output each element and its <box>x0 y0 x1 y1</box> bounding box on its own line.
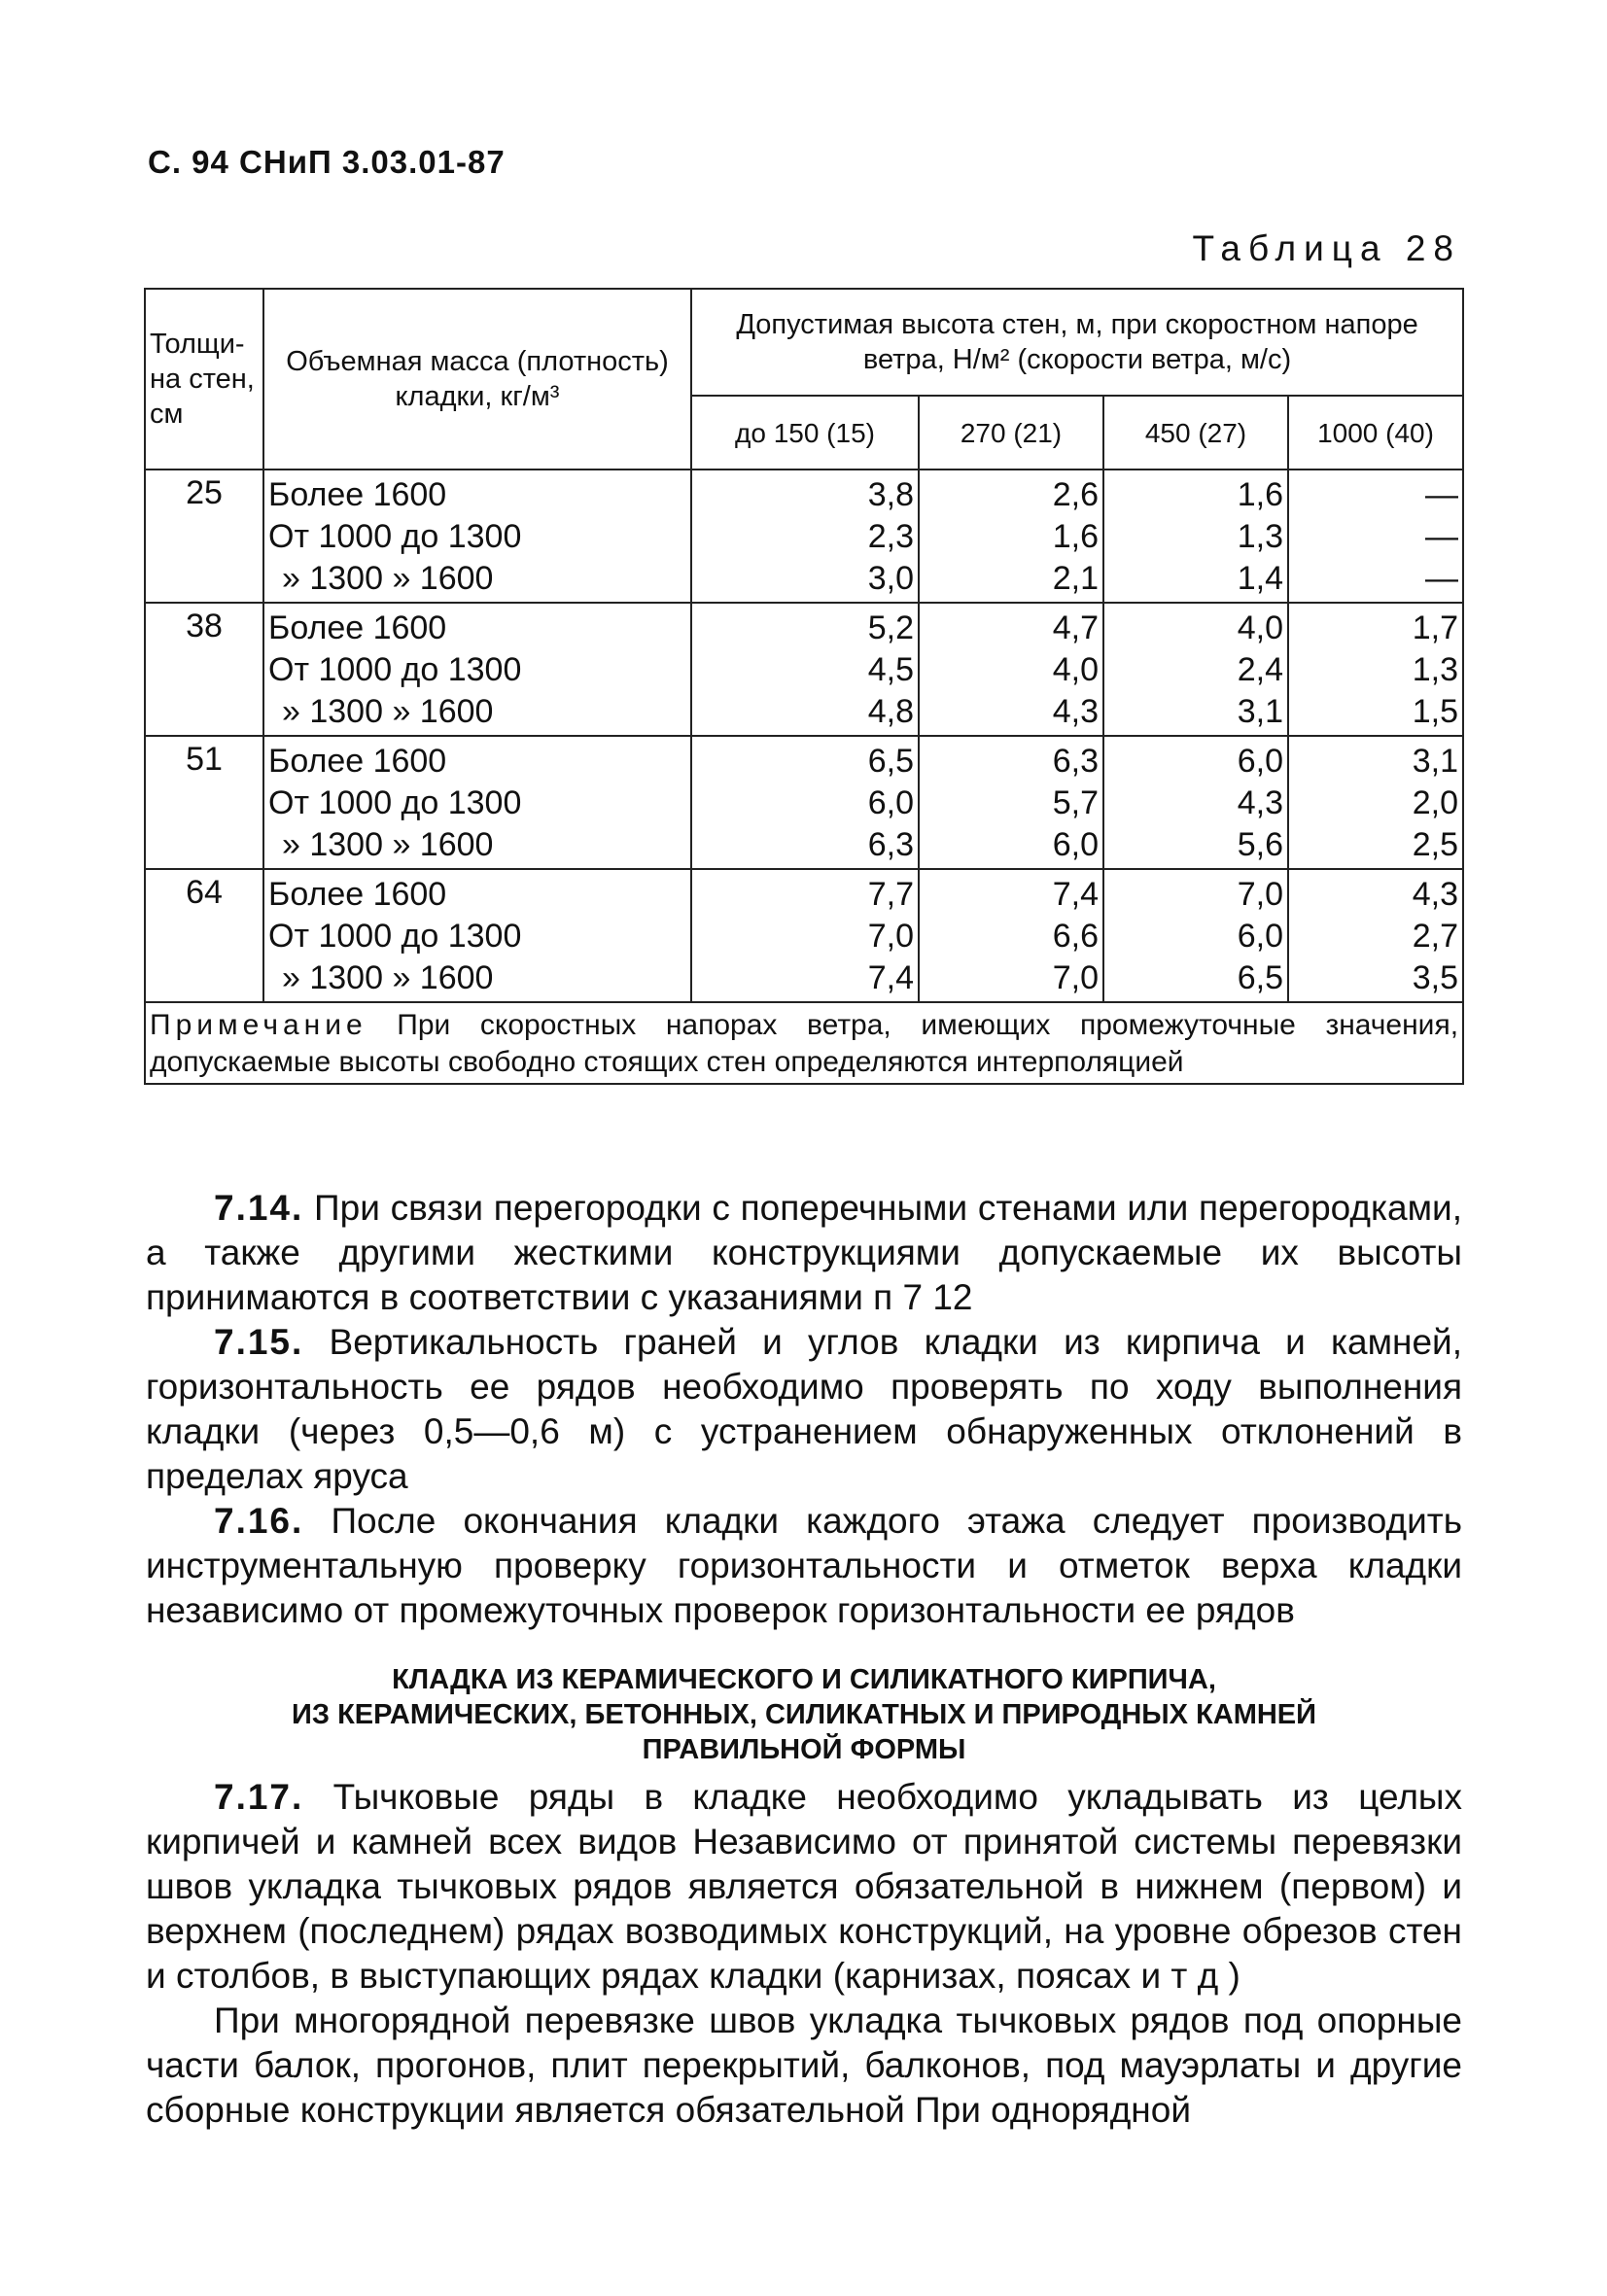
mass-line: От 1000 до 1300 <box>268 784 522 821</box>
mass-cell <box>263 603 691 736</box>
value: 2,1 <box>1052 560 1099 597</box>
mass-line: Более 1600 <box>268 743 447 780</box>
value: 3,0 <box>867 560 914 597</box>
value: 6,5 <box>867 743 914 780</box>
header-speed-2: 270 (21) <box>919 396 1103 470</box>
value: 1,5 <box>1412 693 1459 730</box>
value-cell <box>919 603 1103 736</box>
value-cell <box>1288 603 1463 736</box>
value: 6,0 <box>1237 743 1283 780</box>
value: 6,0 <box>867 784 914 821</box>
section-heading-line: КЛАДКА ИЗ КЕРАМИЧЕСКОГО И СИЛИКАТНОГО КИРПИЧА, <box>392 1664 1216 1695</box>
value: 6,3 <box>1052 743 1099 780</box>
mass-cell <box>263 470 691 603</box>
value: 6,6 <box>1052 918 1099 955</box>
body-text <box>146 1186 1462 2133</box>
note-label: Примечание <box>150 1009 367 1041</box>
thickness-cell: 64 <box>145 869 263 1002</box>
header-speed-1: до 150 (15) <box>691 396 919 470</box>
value: 4,3 <box>1237 784 1283 821</box>
section-heading <box>146 1662 1462 1767</box>
value: 5,6 <box>1237 826 1283 863</box>
clause-number: 7.16. <box>214 1501 304 1541</box>
value: 7,7 <box>867 876 914 913</box>
value: — <box>1425 560 1459 597</box>
value: 4,8 <box>867 693 914 730</box>
mass-cell <box>263 869 691 1002</box>
value: 5,2 <box>867 609 914 646</box>
clause-paragraph <box>146 1499 1462 1633</box>
thickness-cell: 25 <box>145 470 263 603</box>
table-row-group <box>145 470 1463 603</box>
value: 2,5 <box>1412 826 1459 863</box>
value: 1,4 <box>1237 560 1283 597</box>
mass-line: Более 1600 <box>268 609 447 646</box>
value: 1,3 <box>1237 518 1283 555</box>
value-cell <box>691 470 919 603</box>
value-cell <box>691 869 919 1002</box>
value-cell <box>1288 470 1463 603</box>
value: 2,7 <box>1412 918 1459 955</box>
mass-line: Более 1600 <box>268 476 447 513</box>
value-cell <box>691 603 919 736</box>
value: 4,0 <box>1052 651 1099 688</box>
value: 4,7 <box>1052 609 1099 646</box>
value: 2,6 <box>1052 476 1099 513</box>
value-cell <box>1103 869 1288 1002</box>
clause-number: 7.17. <box>214 1777 304 1817</box>
value: 2,4 <box>1237 651 1283 688</box>
table-row-group <box>145 736 1463 869</box>
header-mass: Объемная масса (плотность) кладки, кг/м³ <box>263 289 691 470</box>
value: 6,3 <box>867 826 914 863</box>
value: 1,3 <box>1412 651 1459 688</box>
value-cell <box>1288 736 1463 869</box>
mass-line: » 1300 » 1600 <box>282 693 494 730</box>
value: 1,6 <box>1237 476 1283 513</box>
table-row-group <box>145 603 1463 736</box>
value-cell <box>1103 603 1288 736</box>
value: 3,1 <box>1237 693 1283 730</box>
value-cell <box>919 736 1103 869</box>
value: 7,0 <box>1052 959 1099 996</box>
header-allowable-height: Допустимая высота стен, м, при скоростном напоре ветра, Н/м² (скорости ветра, м/с) <box>691 289 1463 396</box>
header-thickness: Толщи-на стен, см <box>145 289 263 470</box>
clause-number: 7.15. <box>214 1322 304 1362</box>
value-cell <box>1103 736 1288 869</box>
header-speed-3: 450 (27) <box>1103 396 1288 470</box>
value: 3,5 <box>1412 959 1459 996</box>
running-head: С. 94 СНиП 3.03.01-87 <box>148 144 506 180</box>
value-cell <box>1288 869 1463 1002</box>
clause-text: После окончания кладки каждого этажа следует производить инструментальную проверку горизонтальности и отметок верха кладки независимо от промежуточных проверок горизонтальности ее рядов <box>146 1501 1462 1630</box>
value: — <box>1425 518 1459 555</box>
value: 7,4 <box>1052 876 1099 913</box>
value: 4,5 <box>867 651 914 688</box>
value-cell <box>919 869 1103 1002</box>
table-container <box>144 288 1462 1085</box>
table-caption: Таблица 28 <box>1192 228 1461 268</box>
mass-line: » 1300 » 1600 <box>282 560 494 597</box>
value: 3,8 <box>867 476 914 513</box>
table-note-row <box>145 1002 1463 1084</box>
value: 7,4 <box>867 959 914 996</box>
mass-cell <box>263 736 691 869</box>
value-cell <box>1103 470 1288 603</box>
value: 4,3 <box>1412 876 1459 913</box>
body-paragraph: При многорядной перевязке швов укладка тычковых рядов под опорные части балок, прогонов, плит перекрытий, балконов, под мауэрлаты и другие сборные конструкции является обязательной При однорядной <box>146 2000 1462 2130</box>
clause-text: Тычковые ряды в кладке необходимо укладывать из целых кирпичей и камней всех видов Независимо от принятой системы перевязки швов укладка тычковых рядов является обязательной в нижнем (первом) и верхнем (последнем) рядах возводимых конструкций, на уровне обрезов стен и столбов, в выступающих рядах кладки (карнизах, поясах и т д ) <box>146 1777 1462 1996</box>
value: 7,0 <box>1237 876 1283 913</box>
value: 3,1 <box>1412 743 1459 780</box>
table-note <box>145 1002 1463 1084</box>
mass-line: Более 1600 <box>268 876 447 913</box>
value: 6,5 <box>1237 959 1283 996</box>
mass-line: От 1000 до 1300 <box>268 651 522 688</box>
wind-height-table <box>144 288 1464 1085</box>
mass-line: От 1000 до 1300 <box>268 518 522 555</box>
value-cell <box>919 470 1103 603</box>
mass-line: » 1300 » 1600 <box>282 959 494 996</box>
value: — <box>1425 476 1459 513</box>
value: 6,0 <box>1052 826 1099 863</box>
clause-text: При связи перегородки с поперечными стенами или перегородками, а также другими жесткими конструкциями допускаемые их высоты принимаются в соответствии с указаниями п 7 12 <box>146 1188 1462 1317</box>
value: 4,3 <box>1052 693 1099 730</box>
table-row-group <box>145 869 1463 1002</box>
value: 7,0 <box>867 918 914 955</box>
value: 1,6 <box>1052 518 1099 555</box>
thickness-cell: 51 <box>145 736 263 869</box>
clause-paragraph <box>146 1320 1462 1499</box>
header-speed-4: 1000 (40) <box>1288 396 1463 470</box>
value: 4,0 <box>1237 609 1283 646</box>
value: 1,7 <box>1412 609 1459 646</box>
section-heading-line: ИЗ КЕРАМИЧЕСКИХ, БЕТОННЫХ, СИЛИКАТНЫХ И ПРИРОДНЫХ КАМНЕЙ <box>292 1699 1316 1730</box>
clause-paragraph <box>146 1186 1462 1320</box>
clause-text: Вертикальность граней и углов кладки из кирпича и камней, горизонтальность ее рядов необходимо проверять по ходу выполнения кладки (через 0,5—0,6 м) с устранением обнаруженных отклонений в пределах яруса <box>146 1322 1462 1496</box>
mass-line: » 1300 » 1600 <box>282 826 494 863</box>
value: 2,3 <box>867 518 914 555</box>
value: 6,0 <box>1237 918 1283 955</box>
clause-paragraph <box>146 1775 1462 1999</box>
thickness-cell: 38 <box>145 603 263 736</box>
mass-line: От 1000 до 1300 <box>268 918 522 955</box>
section-heading-line: ПРАВИЛЬНОЙ ФОРМЫ <box>642 1734 966 1765</box>
value: 2,0 <box>1412 784 1459 821</box>
clause-number: 7.14. <box>214 1188 304 1228</box>
value: 5,7 <box>1052 784 1099 821</box>
value-cell <box>691 736 919 869</box>
note-text: При скоростных напорах ветра, имеющих промежуточные значения, допускаемые высоты свободно стоящих стен определяются интерполяцией <box>150 1009 1459 1078</box>
